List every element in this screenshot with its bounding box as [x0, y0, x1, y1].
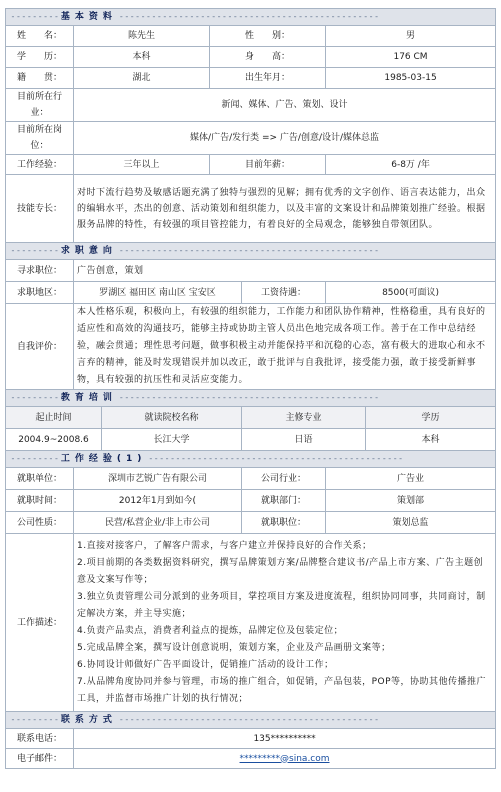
- section-title: 求职意向: [60, 246, 117, 256]
- education-header-row: [6, 407, 496, 429]
- phone-label: 联系电话：: [6, 729, 74, 749]
- company-value: 深圳市艺锐广告有限公司: [74, 468, 242, 490]
- resume-page: [5, 8, 495, 769]
- edu-major: 日语: [242, 429, 366, 451]
- row-nature-post: [6, 512, 496, 534]
- section-title: 联系方式: [60, 715, 117, 725]
- job-value: 广告创意，策划: [74, 260, 496, 282]
- skill-value: 对时下流行趋势及敏感话题充满了独特与强烈的见解；拥有优秀的文字创作、语言表达能力，出众的编辑水平，杰出的创意、活动策划和组织能力，以及丰富的文案设计和品牌策划推广经验。根据服务品牌的特性，有较强的项目管控能力，有着良好的全局观念，能够独自带领团队。: [74, 175, 496, 243]
- dept-label: 就职部门：: [242, 490, 326, 512]
- area-label: 求职地区：: [6, 282, 74, 304]
- edu-col-major: 主修专业: [242, 407, 366, 429]
- name-value: 陈先生: [74, 26, 210, 47]
- post-label: 就职职位：: [242, 512, 326, 534]
- row-area-pay: [6, 282, 496, 304]
- row-edu-height: [6, 47, 496, 68]
- edu-degree: 本科: [366, 429, 496, 451]
- row-origin-birth: [6, 68, 496, 89]
- section-header-education: - - - - - - - - - 教育培训 - - - - - - - - - - - - - - - - - - - - - - - - - - - - - - - - - - - - - - - - - - - - - - - -: [6, 390, 496, 407]
- list-item: 5.完成品牌全案，撰写设计创意说明，策划方案，企业及产品画册文案等；: [77, 642, 391, 653]
- row-email: [6, 749, 496, 769]
- edu-col-degree: 学历: [366, 407, 496, 429]
- position-value: 媒体/广告/发行类 => 广告/创意/设计/媒体总监: [74, 122, 496, 155]
- position-label: 目前所在岗位：: [6, 122, 74, 155]
- edu-col-period: 起止时间: [6, 407, 102, 429]
- gender-value: 男: [326, 26, 496, 47]
- nature-label: 公司性质：: [6, 512, 74, 534]
- row-skills: [6, 175, 496, 243]
- section-title: 工作经验(1): [60, 454, 147, 464]
- row-company: [6, 468, 496, 490]
- height-value: 176 CM: [326, 47, 496, 68]
- salary-label: 目前年薪：: [210, 155, 326, 175]
- skill-label: 技能专长：: [6, 175, 74, 243]
- edu-period: 2004.9~2008.6: [6, 429, 102, 451]
- exp-label: 工作经验：: [6, 155, 74, 175]
- birth-label: 出生年月：: [210, 68, 326, 89]
- section-header-basic: - - - - - - - - - 基本资料 - - - - - - - - - - - - - - - - - - - - - - - - - - - - - - - - - - - - - - - - - - - - - - - -: [6, 9, 496, 26]
- work-time-value: 2012年1月到如今(: [74, 490, 242, 512]
- phone-value: 135**********: [74, 729, 496, 749]
- industry-label: 目前所在行业：: [6, 89, 74, 122]
- list-item: 2.项目前期的各类数据资料研究，撰写品牌策划方案/品牌整合建议书/产品上市方案、广告主题创意及文案写作等；: [77, 557, 484, 585]
- name-label: 姓 名：: [6, 26, 74, 47]
- eval-label: 自我评价：: [6, 304, 74, 390]
- section-header-intention: - - - - - - - - - 求职意向 - - - - - - - - - - - - - - - - - - - - - - - - - - - - - - - - - - - - - - - - - - - - - - - -: [6, 243, 496, 260]
- eval-value: 本人性格乐观，积极向上，有较强的组织能力，工作能力和团队协作精神，性格稳重，具有良好的适应性和高效的沟通技巧，能够主持或协助主管人员出色地完成各项工作。善于在工作中总结经验，融会贯通；理性思考问题，做事积极主动并能保持平和沉稳的心态，富有极大的进取心和永不言弃的精神，能及时发现错误并加以改正，敢于批评与自我批评，接受能力强，敢于接受新鲜事物，具有较强的抗压性和灵活应变能力。: [74, 304, 496, 390]
- salary-value: 6-8万 /年: [326, 155, 496, 175]
- pay-label: 工资待遇：: [242, 282, 326, 304]
- company-industry-label: 公司行业：: [242, 468, 326, 490]
- row-phone: [6, 729, 496, 749]
- work-desc-label: 工作描述：: [6, 534, 74, 712]
- email-cell: [74, 749, 496, 769]
- company-industry-value: 广告业: [326, 468, 496, 490]
- company-label: 就职单位：: [6, 468, 74, 490]
- section-header-work: - - - - - - - - - 工作经验(1) - - - - - - - - - - - - - - - - - - - - - - - - - - - - - - - - - - - - - - - - - - - - - - -: [6, 451, 496, 468]
- section-title: 教育培训: [60, 393, 117, 403]
- section-header-contact: - - - - - - - - - 联系方式 - - - - - - - - - - - - - - - - - - - - - - - - - - - - - - - - - - - - - - - - - - - - - - - -: [6, 712, 496, 729]
- row-self-eval: [6, 304, 496, 390]
- area-value: 罗湖区 福田区 南山区 宝安区: [74, 282, 242, 304]
- list-item: 3.独立负责管理公司分派到的业务项目，掌控项目方案及进度流程，组织协同同事，共同商讨，制定解决方案，并主导实施；: [77, 591, 486, 619]
- edu-school: 长江大学: [102, 429, 242, 451]
- height-label: 身 高：: [210, 47, 326, 68]
- birth-value: 1985-03-15: [326, 68, 496, 89]
- origin-value: 湖北: [74, 68, 210, 89]
- list-item: 4.负责产品卖点，消费者利益点的提炼，品牌定位及包装定位；: [77, 625, 344, 636]
- section-title: 基本资料: [60, 12, 117, 22]
- table-row: [6, 429, 496, 451]
- resume-table: [5, 8, 496, 769]
- row-time-dept: [6, 490, 496, 512]
- job-label: 寻求职位：: [6, 260, 74, 282]
- list-item: 7.从品牌角度协同并参与管理，市场的推广组合，如促销，产品包装，POP等，协助其他传播推广工具，并监督市场推广计划的执行情况；: [77, 676, 487, 704]
- industry-value: 新闻、媒体、广告、策划、设计: [74, 89, 496, 122]
- post-value: 策划总监: [326, 512, 496, 534]
- work-desc-value: [74, 534, 496, 712]
- row-name-gender: [6, 26, 496, 47]
- edu-col-school: 就读院校名称: [102, 407, 242, 429]
- email-label: 电子邮件：: [6, 749, 74, 769]
- edu-label: 学 历：: [6, 47, 74, 68]
- pay-value: 8500(可面议): [326, 282, 496, 304]
- row-job: [6, 260, 496, 282]
- dept-value: 策划部: [326, 490, 496, 512]
- row-position: [6, 122, 496, 155]
- email-link[interactable]: *********@sina.com: [239, 753, 330, 764]
- exp-value: 三年以上: [74, 155, 210, 175]
- row-industry: [6, 89, 496, 122]
- row-exp-salary: [6, 155, 496, 175]
- work-time-label: 就职时间：: [6, 490, 74, 512]
- origin-label: 籍 贯：: [6, 68, 74, 89]
- gender-label: 性 别：: [210, 26, 326, 47]
- row-work-desc: [6, 534, 496, 712]
- list-item: 1.直接对接客户，了解客户需求，与客户建立并保持良好的合作关系；: [77, 540, 372, 551]
- nature-value: 民营/私营企业/非上市公司: [74, 512, 242, 534]
- edu-value: 本科: [74, 47, 210, 68]
- list-item: 6.协同设计师做好广告平面设计，促销推广活动的设计工作；: [77, 659, 334, 670]
